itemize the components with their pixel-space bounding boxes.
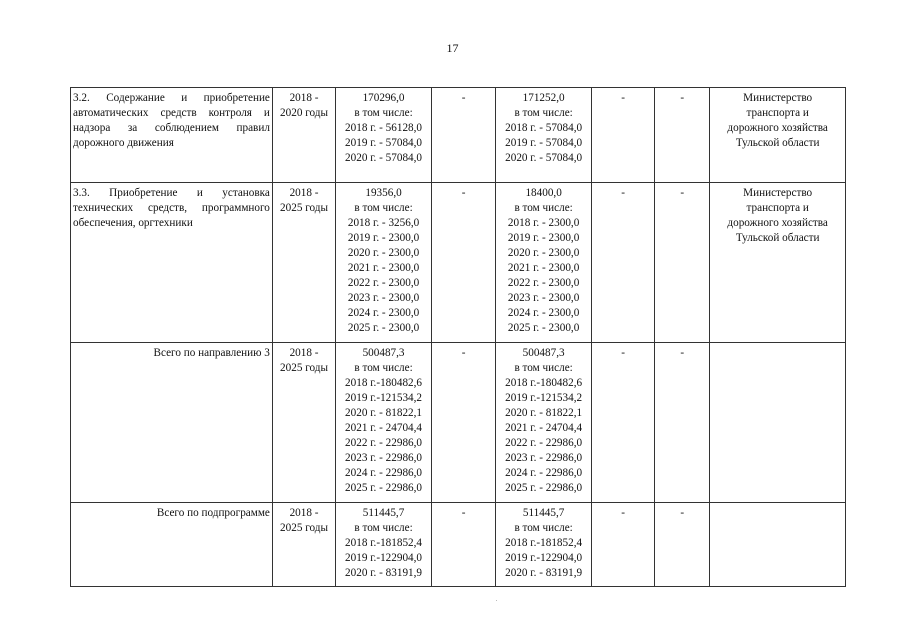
regional-line: 2020 г. - 81822,1 bbox=[505, 407, 583, 419]
total-line: 2024 г. - 2300,0 bbox=[347, 307, 420, 319]
regional-line: 2019 г.-121534,2 bbox=[505, 392, 583, 404]
federal-budget-cell: - bbox=[431, 183, 495, 343]
table-row bbox=[71, 88, 846, 183]
program-item-name: Всего по направлению 3 bbox=[71, 343, 273, 503]
executor-cell bbox=[710, 88, 846, 183]
period-line: 2018 - bbox=[289, 187, 319, 199]
total-line: в том числе: bbox=[354, 522, 413, 534]
executor-line: дорожного хозяйства bbox=[727, 122, 828, 134]
regional-line: 18400,0 bbox=[525, 187, 562, 199]
executor-cell bbox=[710, 343, 846, 503]
extrabudgetary-cell: - bbox=[655, 343, 710, 503]
total-line: 511445,7 bbox=[362, 507, 405, 519]
regional-line: 2018 г.-181852,4 bbox=[505, 537, 583, 549]
total-line: 2019 г. - 57084,0 bbox=[345, 137, 423, 149]
total-funding-cell bbox=[336, 343, 432, 503]
municipal-budget-cell: - bbox=[592, 343, 655, 503]
total-line: 2025 г. - 22986,0 bbox=[345, 482, 423, 494]
total-line: 500487,3 bbox=[362, 347, 405, 359]
executor-line: транспорта и bbox=[746, 202, 809, 214]
executor-line: дорожного хозяйства bbox=[727, 217, 828, 229]
regional-line: 2018 г. - 2300,0 bbox=[507, 217, 580, 229]
regional-line: 2020 г. - 83191,9 bbox=[505, 567, 583, 579]
executor-cell bbox=[710, 183, 846, 343]
period-cell bbox=[272, 503, 335, 587]
total-line: 2025 г. - 2300,0 bbox=[347, 322, 420, 334]
total-line: 2021 г. - 24704,4 bbox=[345, 422, 423, 434]
period-cell bbox=[272, 343, 335, 503]
regional-line: 2021 г. - 2300,0 bbox=[507, 262, 580, 274]
extrabudgetary-cell: - bbox=[655, 183, 710, 343]
regional-line: 2020 г. - 2300,0 bbox=[507, 247, 580, 259]
total-line: 2018 г. - 3256,0 bbox=[347, 217, 420, 229]
regional-line: 511445,7 bbox=[522, 507, 565, 519]
total-line: 2020 г. - 2300,0 bbox=[347, 247, 420, 259]
regional-line: 2024 г. - 22986,0 bbox=[505, 467, 583, 479]
total-line: 2023 г. - 2300,0 bbox=[347, 292, 420, 304]
regional-line: 2019 г. - 2300,0 bbox=[507, 232, 580, 244]
federal-budget-cell: - bbox=[431, 343, 495, 503]
period-line: 2020 годы bbox=[280, 107, 328, 119]
table-row bbox=[71, 343, 846, 503]
total-funding-cell bbox=[336, 183, 432, 343]
regional-line: в том числе: bbox=[514, 362, 573, 374]
period-line: 2025 годы bbox=[280, 202, 328, 214]
regional-budget-cell bbox=[496, 343, 592, 503]
total-line: в том числе: bbox=[354, 202, 413, 214]
regional-budget-cell bbox=[496, 88, 592, 183]
municipal-budget-cell: - bbox=[592, 88, 655, 183]
program-item-name: Всего по подпрограмме bbox=[71, 503, 273, 587]
federal-budget-cell: - bbox=[431, 88, 495, 183]
total-line: 2018 г. - 56128,0 bbox=[345, 122, 423, 134]
total-line: 2020 г. - 81822,1 bbox=[345, 407, 423, 419]
regional-line: 171252,0 bbox=[522, 92, 565, 104]
federal-budget-cell: - bbox=[431, 503, 495, 587]
total-line: 2020 г. - 57084,0 bbox=[345, 152, 423, 164]
total-line: 2019 г.-122904,0 bbox=[345, 552, 423, 564]
table-body bbox=[71, 88, 846, 587]
table-row bbox=[71, 183, 846, 343]
extrabudgetary-cell: - bbox=[655, 88, 710, 183]
executor-line: транспорта и bbox=[746, 107, 809, 119]
regional-line: 2022 г. - 2300,0 bbox=[507, 277, 580, 289]
program-item-name: 3.3. Приобретение и установка технических средств, программного обеспечения, оргтехники bbox=[71, 183, 273, 343]
total-line: 2023 г. - 22986,0 bbox=[345, 452, 423, 464]
municipal-budget-cell: - bbox=[592, 503, 655, 587]
total-line: 19356,0 bbox=[365, 187, 402, 199]
total-line: 2024 г. - 22986,0 bbox=[345, 467, 423, 479]
executor-line: Министерство bbox=[743, 92, 813, 104]
executor-line: Тульской области bbox=[735, 232, 820, 244]
regional-budget-cell bbox=[496, 503, 592, 587]
regional-line: 2021 г. - 24704,4 bbox=[505, 422, 583, 434]
regional-line: 2022 г. - 22986,0 bbox=[505, 437, 583, 449]
table-row bbox=[71, 503, 846, 587]
regional-line: 2023 г. - 22986,0 bbox=[505, 452, 583, 464]
period-cell bbox=[272, 183, 335, 343]
executor-cell bbox=[710, 503, 846, 587]
regional-line: 2019 г.-122904,0 bbox=[505, 552, 583, 564]
total-line: 2019 г.-121534,2 bbox=[345, 392, 423, 404]
regional-line: 2020 г. - 57084,0 bbox=[505, 152, 583, 164]
executor-line: Тульской области bbox=[735, 137, 820, 149]
regional-line: в том числе: bbox=[514, 522, 573, 534]
page-number: 17 bbox=[446, 41, 459, 55]
executor-line: Министерство bbox=[743, 187, 813, 199]
total-line: 2020 г. - 83191,9 bbox=[345, 567, 423, 579]
total-funding-cell bbox=[336, 503, 432, 587]
regional-line: 500487,3 bbox=[522, 347, 565, 359]
municipal-budget-cell: - bbox=[592, 183, 655, 343]
regional-line: 2024 г. - 2300,0 bbox=[507, 307, 580, 319]
total-line: 2021 г. - 2300,0 bbox=[347, 262, 420, 274]
regional-line: 2018 г. - 57084,0 bbox=[505, 122, 583, 134]
program-item-name: 3.2. Содержание и приобретение автоматических средств контроля и надзора за соблюдением правил дорожного движения bbox=[71, 88, 273, 183]
period-line: 2025 годы bbox=[280, 362, 328, 374]
regional-budget-cell bbox=[496, 183, 592, 343]
period-cell bbox=[272, 88, 335, 183]
period-line: 2025 годы bbox=[280, 522, 328, 534]
total-line: в том числе: bbox=[354, 107, 413, 119]
regional-line: 2018 г.-180482,6 bbox=[505, 377, 583, 389]
total-line: 2018 г.-180482,6 bbox=[345, 377, 423, 389]
period-line: 2018 - bbox=[289, 92, 319, 104]
regional-line: в том числе: bbox=[514, 202, 573, 214]
regional-line: 2025 г. - 22986,0 bbox=[505, 482, 583, 494]
total-line: 2022 г. - 2300,0 bbox=[347, 277, 420, 289]
total-line: 2018 г.-181852,4 bbox=[345, 537, 423, 549]
total-line: 170296,0 bbox=[362, 92, 405, 104]
budget-table bbox=[70, 87, 846, 587]
period-line: 2018 - bbox=[289, 507, 319, 519]
regional-line: в том числе: bbox=[514, 107, 573, 119]
regional-line: 2025 г. - 2300,0 bbox=[507, 322, 580, 334]
total-line: 2019 г. - 2300,0 bbox=[347, 232, 420, 244]
total-line: 2022 г. - 22986,0 bbox=[345, 437, 423, 449]
period-line: 2018 - bbox=[289, 347, 319, 359]
regional-line: 2019 г. - 57084,0 bbox=[505, 137, 583, 149]
scan-speck bbox=[496, 600, 497, 601]
extrabudgetary-cell: - bbox=[655, 503, 710, 587]
total-line: в том числе: bbox=[354, 362, 413, 374]
regional-line: 2023 г. - 2300,0 bbox=[507, 292, 580, 304]
total-funding-cell bbox=[336, 88, 432, 183]
